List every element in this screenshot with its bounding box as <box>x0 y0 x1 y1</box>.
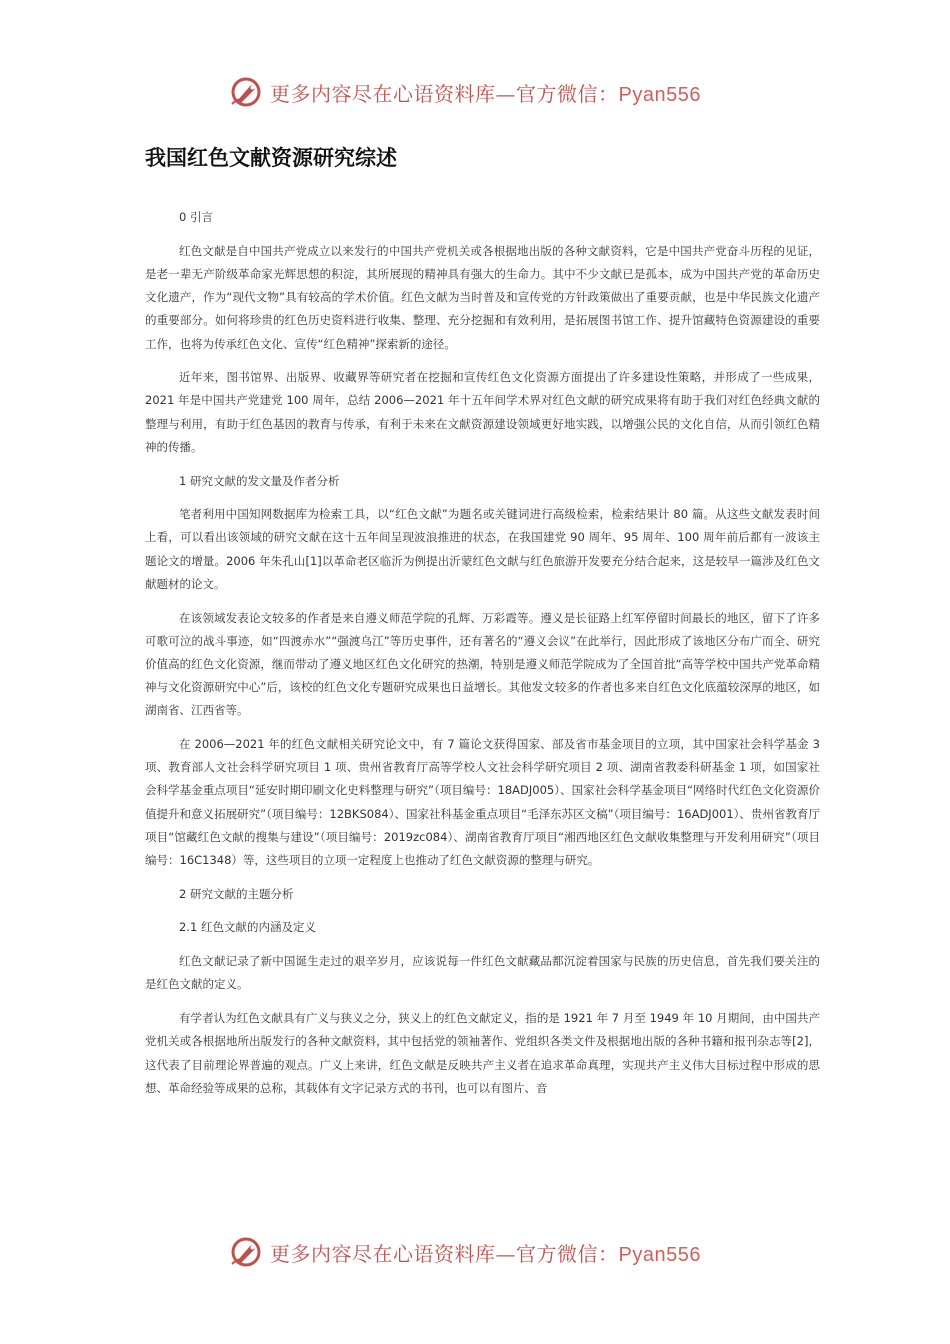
document-title: 我国红色文献资源研究综述 <box>145 146 397 170</box>
paragraph: 有学者认为红色文献具有广义与狭义之分，狭义上的红色文献定义，指的是 1921 年 7 月至 1949 年 10 月期间，由中国共产党机关或各根据地所出版发行的各种文献资料，其中包括党的领袖著作、党组织各类文件及根据地出版的各种书籍和报刊杂志等[2]，这代表了目前理论界普遍的观点。广义上来讲，红色文献是反映共产主义者在追求革命真理，实现共产主义伟大目标过程中形成的思想、革命经验等成果的总称，其载体有文字记录方式的书刊，也可以有图片、音 <box>145 1011 820 1095</box>
banner-wechat-label: 官方微信： <box>516 1241 619 1266</box>
paragraph: 在 2006—2021 年的红色文献相关研究论文中，有 7 篇论文获得国家、部及省市基金项目的立项，其中国家社会科学基金 3 项、教育部人文社会科学研究项目 1 项、贵州省教育厅高等学校人文社会科学研究项目 2 项、湖南省教委科研基金 1 项，如国家社会科学基金重点项目“延安时期印刷文化史料整理与研究”（项目编号：18ADJ005）、国家社会科学基金项目“网络时代红色文化资源价值提升和意义拓展研究”（项目编号：12BKS084）、国家社科基金重点项目“毛泽东苏区文稿”（项目编号：16ADJ001）、贵州省教育厅项目“馆藏红色文献的搜集与建设”（项目编号：2019zc084）、湖南省教育厅项目“湘西地区红色文献收集整理与开发利用研究”（项目编号：16C1348）等，这些项目的立项一定程度上也推动了红色文献资源的整理与研究。 <box>145 737 820 868</box>
banner-site-name: 更多内容尽在心语资料库 <box>270 1241 496 1266</box>
banner-text <box>270 78 701 107</box>
paragraph: 笔者利用中国知网数据库为检索工具，以“红色文献”为题名或关键词进行高级检索，检索结果计 80 篇。从这些文献发表时间上看，可以看出该领域的研究文献在这十五年间呈现波浪推进的状态，在我国建党 90 周年、95 周年、100 周年前后都有一波该主题论文的增量。2006 年朱孔山[1]以革命老区临沂为例提出沂蒙红色文献与红色旅游开发要充分结合起来，这是较早一篇涉及红色文献题材的论文。 <box>145 507 820 591</box>
banner-site-name: 更多内容尽在心语资料库 <box>270 81 496 106</box>
banner-text <box>270 1238 701 1267</box>
paragraph: 在该领域发表论文较多的作者是来自遵义师范学院的孔辉、万彩霞等。遵义是长征路上红军停留时间最长的地区，留下了许多可歌可泣的战斗事迹，如“四渡赤水”“强渡乌江”等历史事件，还有著名的“遵义会议”在此举行，因此形成了该地区分布广而全、研究价值高的红色文化资源，继而带动了遵义地区红色文化研究的热潮，特别是遵义师范学院成为了全国首批“高等学校中国共产党革命精神与文化资源研究中心”后，该校的红色文化专题研究成果也日益增长。其他发文较多的作者也多来自红色文化底蕴较深厚的地区，如湖南省、江西省等。 <box>145 610 820 718</box>
header-banner <box>228 72 788 112</box>
section-heading: 1 研究文献的发文量及作者分析 <box>179 473 340 488</box>
banner-wechat-label: 官方微信： <box>516 81 619 106</box>
banner-separator: — <box>495 1241 516 1266</box>
section-heading: 2 研究文献的主题分析 <box>179 886 294 901</box>
paragraph: 近年来，图书馆界、出版界、收藏界等研究者在挖掘和宣传红色文化资源方面提出了许多建设性策略，并形成了一些成果，2021 年是中国共产党建党 100 周年，总结 2006—2021 年十五年间学术界对红色文献的研究成果将有助于我们对红色经典文献的整理与利用，有助于红色基因的教育与传承，有利于未来在文献资源建设领域更好地实践，以增强公民的文化自信，从而引领红色精神的传播。 <box>145 370 820 454</box>
pen-nib-logo-icon <box>228 1234 264 1270</box>
footer-banner <box>228 1232 788 1272</box>
pen-nib-logo-icon <box>228 74 264 110</box>
section-heading: 0 引言 <box>179 210 213 224</box>
paragraph: 红色文献记录了新中国诞生走过的艰辛岁月，应该说每一件红色文献藏品都沉淀着国家与民族的历史信息，首先我们要关注的是红色文献的定义。 <box>145 954 820 992</box>
banner-separator: — <box>495 81 516 106</box>
banner-wechat-id: Pyan556 <box>618 83 701 106</box>
paragraph: 红色文献是自中国共产党成立以来发行的中国共产党机关或各根据地出版的各种文献资料，它是中国共产党奋斗历程的见证，是老一辈无产阶级革命家光辉思想的积淀，其所展现的精神具有强大的生命力。其中不少文献已是孤本，成为中国共产党的革命历史文化遗产，作为“现代文物”具有较高的学术价值。红色文献为当时普及和宣传党的方针政策做出了重要贡献，也是中华民族文化遗产的重要部分。如何将珍贵的红色历史资料进行收集、整理、充分挖掘和有效利用，是拓展图书馆工作、提升馆藏特色资源建设的重要工作，也将为传承红色文化、宣传“红色精神”探索新的途径。 <box>145 243 820 351</box>
document-body <box>145 206 820 1110</box>
subsection-heading: 2.1 红色文献的内涵及定义 <box>179 920 316 935</box>
banner-wechat-id: Pyan556 <box>618 1243 701 1266</box>
